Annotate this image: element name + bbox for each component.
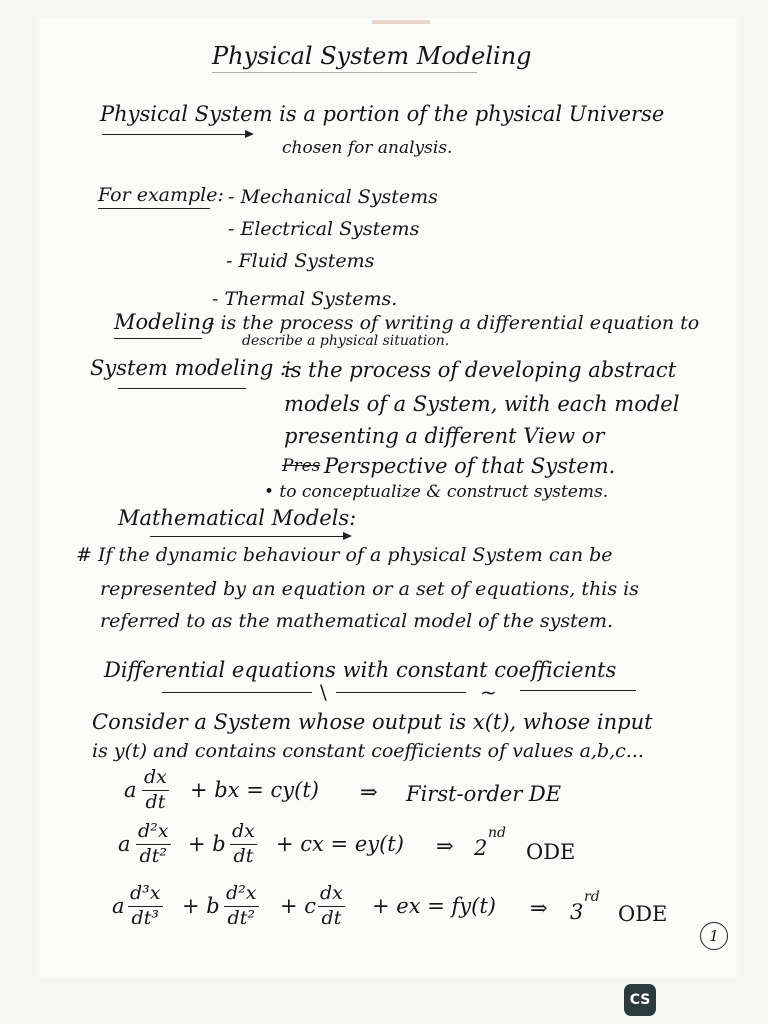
eq2-rest: + cx = ey(t) — [276, 832, 404, 856]
examples-label: For example: — [98, 184, 224, 206]
examples-underline — [98, 208, 210, 209]
eq3-order-suffix: rd — [584, 889, 600, 905]
eq1-denominator: dt — [145, 790, 166, 813]
definition-underline-arrow — [102, 134, 252, 135]
math-models-heading: Mathematical Models: — [118, 506, 357, 530]
consider-line-2: is y(t) and contains constant coefficients of values a,b,c... — [92, 740, 644, 762]
eq3-denominator-1: dt³ — [131, 906, 159, 929]
math-models-underline-arrow — [150, 536, 350, 537]
system-modeling-underline — [118, 388, 246, 389]
eq2-coef-a: a — [118, 832, 131, 856]
modeling-underline — [114, 338, 202, 339]
example-item-fluid: - Fluid Systems — [226, 250, 375, 272]
diff-eq-underline-3 — [520, 690, 636, 691]
system-modeling-bullet: • to conceptualize & construct systems. — [264, 482, 609, 502]
diff-eq-underline-1 — [162, 692, 312, 693]
eq3-arrow: ⇒ — [530, 896, 548, 920]
diff-eq-heading: Differential equations with constant coefficients — [104, 658, 617, 682]
eq3-denominator-3: dt — [321, 906, 342, 929]
system-modeling-line-1: is the process of developing abstract — [284, 358, 677, 382]
struck-word: Pres — [282, 456, 321, 476]
consider-line-1: Consider a System whose output is x(t), whose input — [92, 710, 653, 734]
system-modeling-label: System modeling :- — [90, 356, 295, 380]
eq1-numerator: dx — [142, 768, 169, 791]
eq2-denominator-2: dt — [233, 844, 254, 867]
page-number: 1 — [700, 922, 728, 950]
eq3-denominator-2: dt² — [227, 906, 255, 929]
modeling-label: Modeling — [114, 310, 215, 334]
diff-eq-underline-2 — [336, 692, 466, 693]
eq3-numerator-2: d²x — [224, 884, 259, 907]
system-modeling-line-3: presenting a different View or — [284, 424, 605, 448]
eq3-rest: + ex = fy(t) — [372, 894, 496, 918]
system-modeling-line-4: Perspective of that System. — [324, 454, 616, 478]
math-models-line-3: referred to as the mathematical model of the system. — [100, 610, 614, 632]
system-modeling-line-2: models of a System, with each model — [284, 392, 680, 416]
eq1-rest: + bx = cy(t) — [190, 778, 319, 802]
math-models-line-2: represented by an equation or a set of equations, this is — [100, 578, 639, 600]
eq1-label: First-order DE — [406, 782, 562, 806]
modeling-line-1: - is the process of writing a differential equation to — [208, 312, 700, 334]
top-edge-mark — [372, 20, 430, 24]
eq2-numerator-2: dx — [230, 822, 257, 845]
eq2-arrow: ⇒ — [436, 834, 454, 858]
eq1-arrow: ⇒ — [360, 780, 378, 804]
eq3-fraction-2 — [224, 884, 259, 929]
page-title: Physical System Modeling — [212, 42, 532, 70]
title-shadow-line — [212, 72, 477, 73]
eq2-numerator-1: d²x — [136, 822, 171, 845]
example-item-electrical: - Electrical Systems — [228, 218, 420, 240]
eq3-mid-1: + b — [182, 894, 220, 918]
eq3-order: 3 — [570, 900, 584, 924]
eq2-denominator-1: dt² — [139, 844, 167, 867]
diff-eq-squiggle-2: ~ — [480, 680, 497, 704]
eq3-fraction-1 — [128, 884, 163, 929]
eq3-coef-a: a — [112, 894, 125, 918]
eq3-numerator-3: dx — [318, 884, 345, 907]
eq3-mid-2: + c — [280, 894, 317, 918]
eq2-mid: + b — [188, 832, 226, 856]
eq2-label: ODE — [526, 840, 576, 864]
definition-line-1: Physical System is a portion of the physical Universe — [100, 102, 665, 126]
eq3-label: ODE — [618, 902, 668, 926]
definition-line-2: chosen for analysis. — [282, 138, 453, 158]
eq1-coef-a: a — [124, 778, 137, 802]
modeling-line-2: describe a physical situation. — [242, 333, 450, 349]
eq2-fraction-2 — [230, 822, 257, 867]
diff-eq-squiggle-1: \ — [320, 680, 327, 704]
eq1-fraction — [142, 768, 169, 813]
eq3-fraction-3 — [318, 884, 345, 929]
camscanner-badge[interactable]: CS — [624, 984, 656, 1016]
example-item-thermal: - Thermal Systems. — [212, 288, 398, 310]
eq2-order-suffix: nd — [488, 825, 506, 841]
math-models-line-1: # If the dynamic behaviour of a physical System can be — [76, 544, 613, 566]
eq2-fraction-1 — [136, 822, 171, 867]
eq3-numerator-1: d³x — [128, 884, 163, 907]
eq2-order: 2 — [474, 836, 488, 860]
example-item-mechanical: - Mechanical Systems — [228, 186, 438, 208]
